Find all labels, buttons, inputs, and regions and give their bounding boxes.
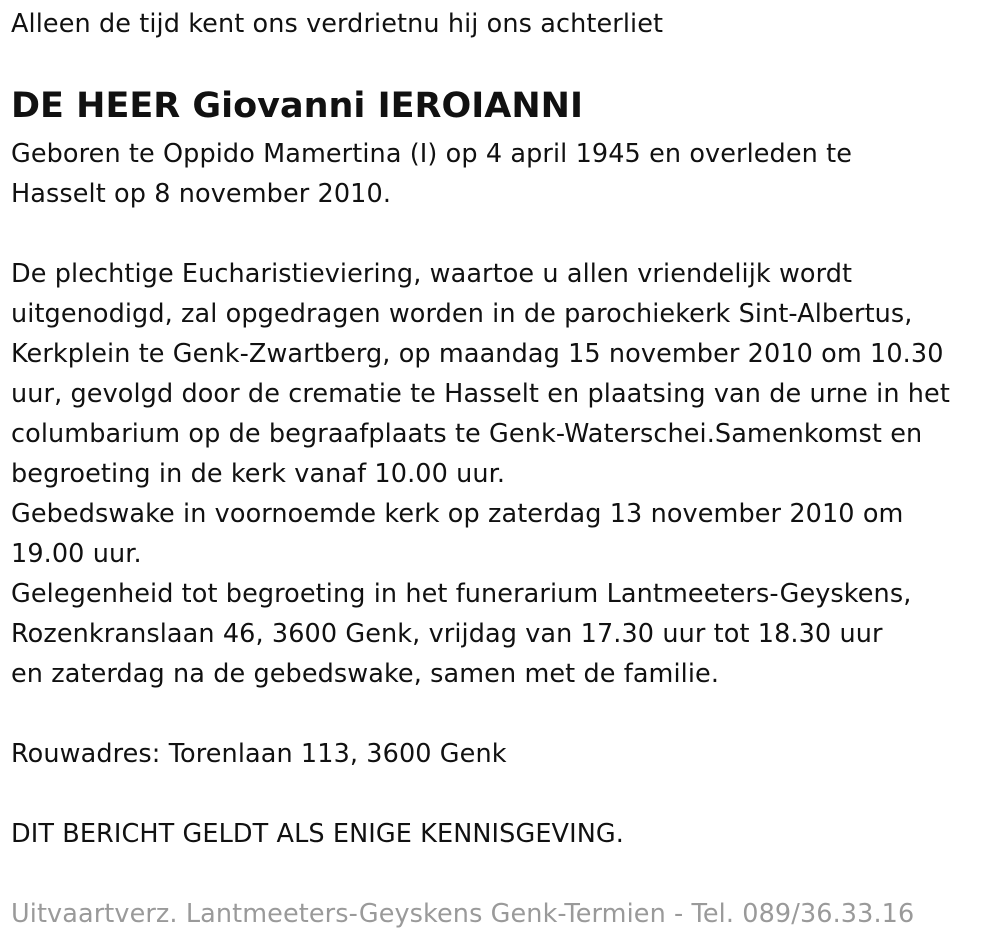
official-notice: DIT BERICHT GELDT ALS ENIGE KENNISGEVING. bbox=[11, 819, 624, 849]
ceremony-line-4: uur, gevolgd door de crematie te Hasselt en plaatsing van de urne in het bbox=[11, 379, 950, 409]
deceased-name-title: DE HEER Giovanni IEROIANNI bbox=[11, 86, 583, 126]
wake-line-2: 19.00 uur. bbox=[11, 539, 142, 569]
funeral-home-footer: Uitvaartverz. Lantmeeters-Geyskens Genk-Termien - Tel. 089/36.33.16 bbox=[11, 899, 915, 929]
ceremony-line-2: uitgenodigd, zal opgedragen worden in de parochiekerk Sint-Albertus, bbox=[11, 299, 913, 329]
ceremony-line-5: columbarium op de begraafplaats te Genk-Waterschei.Samenkomst en bbox=[11, 419, 923, 449]
visitation-line-3: en zaterdag na de gebedswake, samen met de familie. bbox=[11, 659, 720, 689]
mourning-address: Rouwadres: Torenlaan 113, 3600 Genk bbox=[11, 739, 507, 769]
ceremony-line-3: Kerkplein te Genk-Zwartberg, op maandag 15 november 2010 om 10.30 bbox=[11, 339, 944, 369]
birth-death-line-2: Hasselt op 8 november 2010. bbox=[11, 179, 392, 209]
visitation-line-1: Gelegenheid tot begroeting in het funerarium Lantmeeters-Geyskens, bbox=[11, 579, 912, 609]
wake-line-1: Gebedswake in voornoemde kerk op zaterdag 13 november 2010 om bbox=[11, 499, 904, 529]
birth-death-line-1: Geboren te Oppido Mamertina (I) op 4 april 1945 en overleden te bbox=[11, 139, 852, 169]
ceremony-line-1: De plechtige Eucharistieviering, waartoe u allen vriendelijk wordt bbox=[11, 259, 853, 289]
visitation-line-2: Rozenkranslaan 46, 3600 Genk, vrijdag van 17.30 uur tot 18.30 uur bbox=[11, 619, 883, 649]
ceremony-line-6: begroeting in de kerk vanaf 10.00 uur. bbox=[11, 459, 506, 489]
motto: Alleen de tijd kent ons verdrietnu hij ons achterliet bbox=[11, 9, 664, 39]
